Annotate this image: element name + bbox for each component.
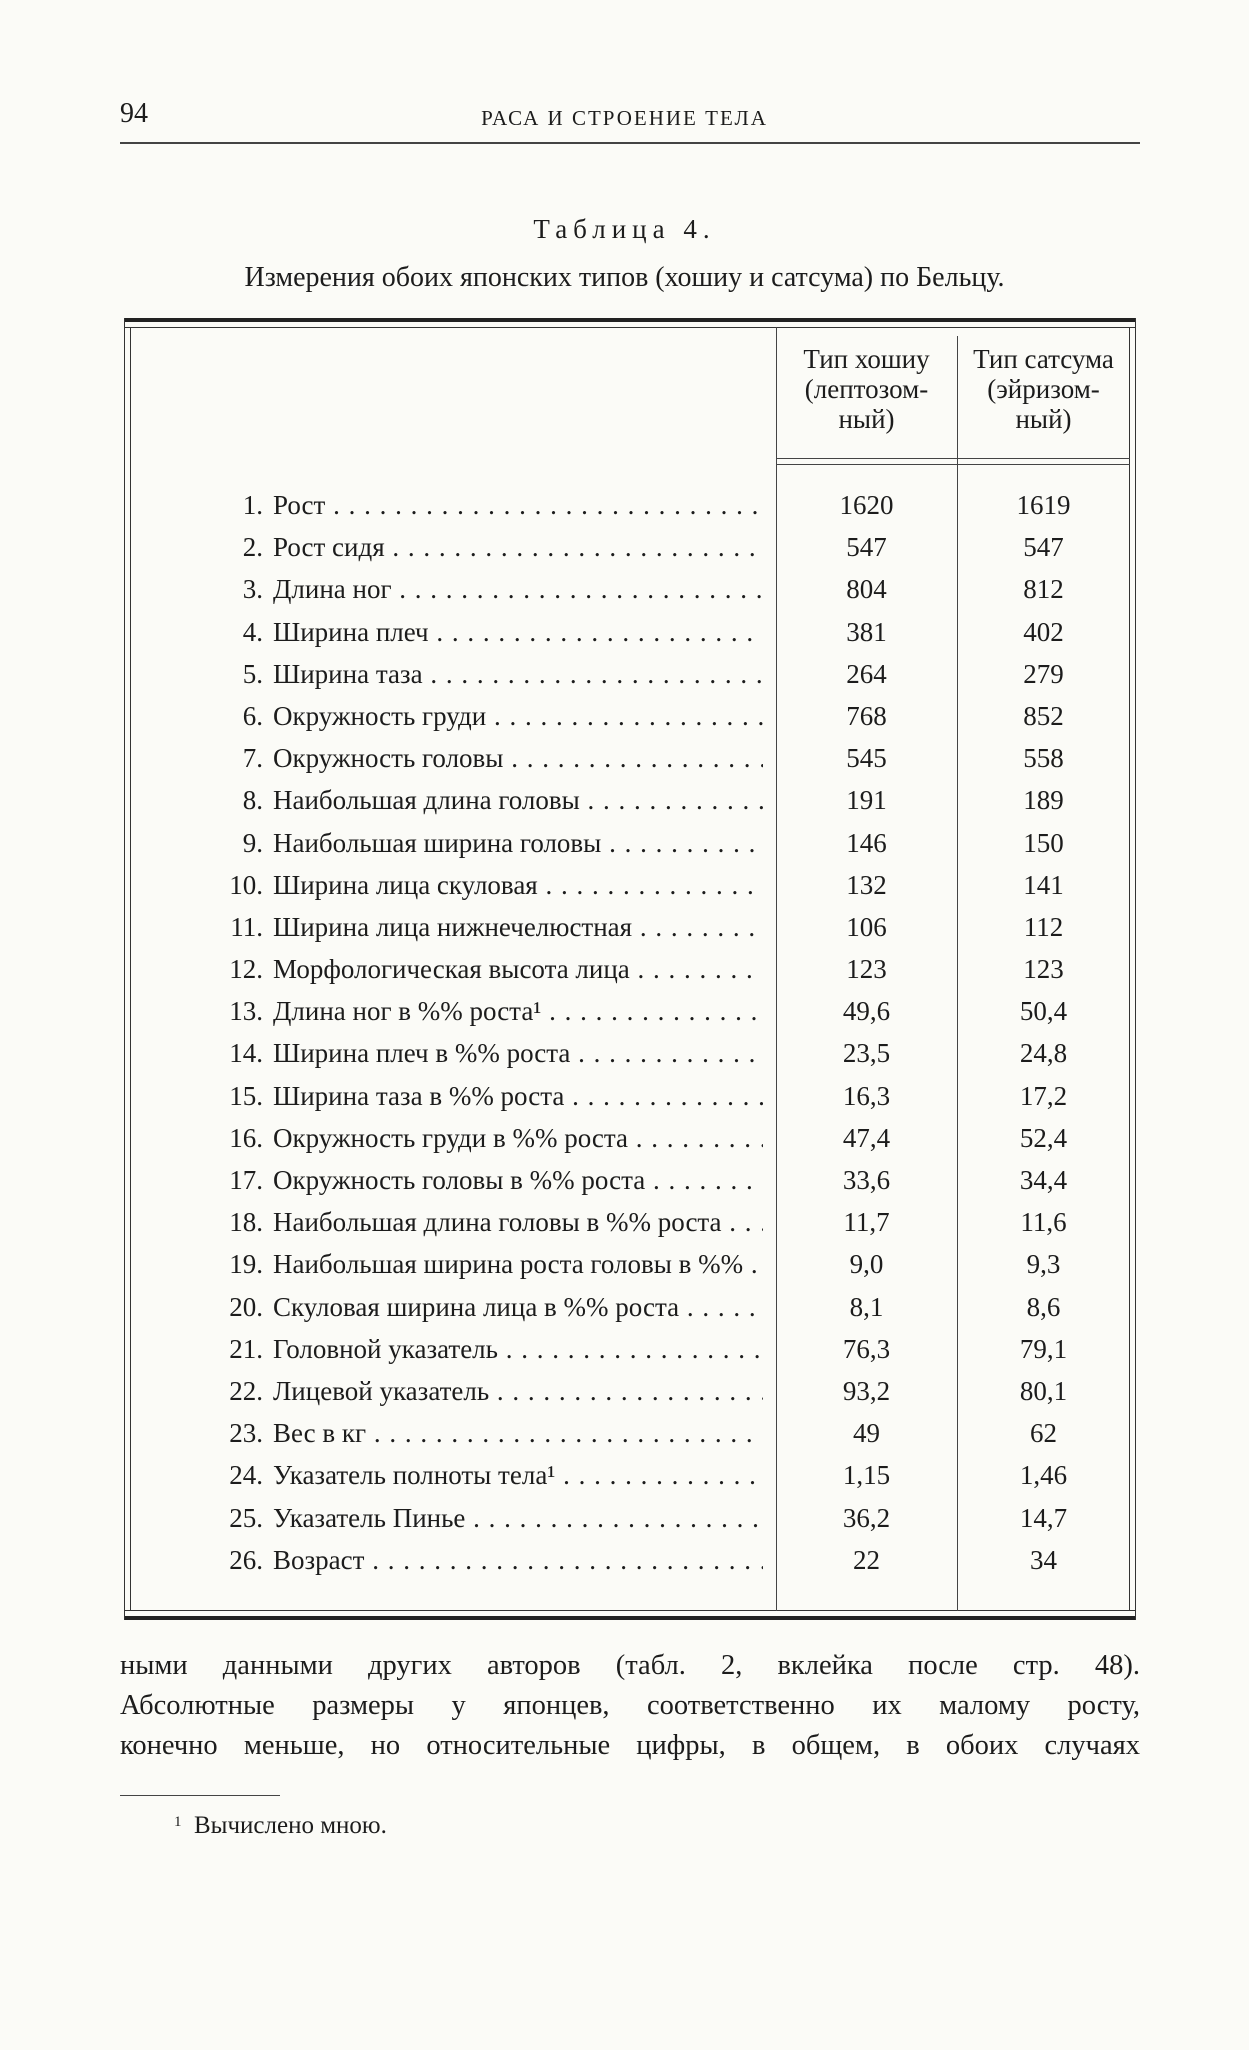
row-number: 7. — [242, 743, 263, 774]
value-hoshiu: 106 — [846, 911, 887, 942]
table-row — [124, 1032, 1136, 1074]
table-row — [124, 1412, 1136, 1454]
table-row — [124, 1159, 1136, 1201]
value-satsuma: 14,7 — [1019, 1502, 1068, 1533]
row-label: Скуловая ширина лица в %% роста . . . — [273, 1286, 763, 1328]
value-satsuma: 34 — [1030, 1544, 1057, 1575]
measurements-table — [124, 318, 1136, 1620]
table-row — [124, 1454, 1136, 1496]
row-label: Окружность головы в %% роста . . . — [273, 1159, 763, 1201]
row-number: 6. — [242, 700, 263, 731]
row-label: Наибольшая ширина роста головы в %% . . . — [273, 1243, 763, 1285]
column-header-line: (эйризом- — [987, 374, 1100, 404]
value-satsuma: 112 — [1023, 911, 1064, 942]
value-satsuma: 852 — [1023, 700, 1064, 731]
table-rule — [124, 1616, 1136, 1620]
row-label: Окружность головы . . . — [273, 737, 763, 779]
row-number: 4. — [242, 616, 263, 647]
value-satsuma: 141 — [1023, 869, 1064, 900]
value-hoshiu: 132 — [846, 869, 887, 900]
table-row — [124, 906, 1136, 948]
value-hoshiu: 804 — [846, 574, 887, 605]
table-row — [124, 1201, 1136, 1243]
value-hoshiu: 1,15 — [842, 1460, 891, 1491]
value-satsuma: 8,6 — [1026, 1291, 1061, 1322]
row-number: 17. — [229, 1165, 263, 1195]
value-hoshiu: 264 — [846, 658, 887, 689]
row-label: Ширина лица нижнечелюстная . . . — [273, 906, 763, 948]
column-header-line: ный) — [1015, 404, 1072, 434]
row-number: 14. — [229, 1038, 263, 1069]
row-label: Указатель Пинье . . . — [273, 1497, 763, 1539]
value-satsuma: 52,4 — [1019, 1122, 1068, 1153]
value-satsuma: 279 — [1023, 658, 1064, 689]
row-number: 25. — [229, 1502, 263, 1533]
row-number: 5. — [242, 658, 263, 689]
body-line: конечно меньше, но относительные цифры, в общем, в обоих случаях — [120, 1730, 1140, 1761]
value-satsuma: 50,4 — [1019, 996, 1068, 1027]
table-rule — [124, 318, 1136, 322]
row-number: 1. — [242, 490, 263, 520]
value-hoshiu: 123 — [846, 954, 887, 985]
table-body — [124, 484, 1136, 1581]
value-hoshiu: 22 — [853, 1544, 880, 1575]
row-label: Наибольшая ширина головы . . . — [273, 822, 763, 864]
row-number: 15. — [229, 1080, 263, 1111]
footnote-text: Вычислено мною. — [194, 1812, 387, 1839]
value-hoshiu: 93,2 — [842, 1375, 891, 1406]
column-header-satsuma — [957, 344, 1130, 434]
table-row — [124, 948, 1136, 990]
footnote-rule — [120, 1795, 280, 1796]
row-number: 22. — [229, 1375, 263, 1406]
row-label: Ширина таза . . . — [273, 653, 763, 695]
value-satsuma: 558 — [1023, 743, 1064, 774]
value-satsuma: 62 — [1030, 1418, 1057, 1449]
value-satsuma: 402 — [1023, 616, 1064, 647]
table-caption: Измерения обоих японских типов (хошиу и сатсума) по Бельцу. — [244, 262, 1005, 293]
row-label: Рост . . . — [273, 484, 763, 526]
value-hoshiu: 1620 — [839, 490, 894, 520]
row-number: 23. — [229, 1418, 263, 1449]
value-hoshiu: 547 — [846, 532, 887, 563]
column-header-hoshiu — [776, 344, 957, 434]
value-satsuma: 80,1 — [1019, 1375, 1068, 1406]
row-label: Ширина плеч в %% роста . . . — [273, 1032, 763, 1074]
value-hoshiu: 768 — [846, 700, 887, 731]
value-satsuma: 123 — [1023, 954, 1064, 985]
row-number: 21. — [229, 1333, 263, 1364]
row-label: Возраст . . . — [273, 1539, 763, 1581]
table-row — [124, 1075, 1136, 1117]
row-label: Длина ног в %% роста¹ . . . — [273, 990, 763, 1032]
header-rule — [776, 464, 1130, 465]
row-label: Головной указатель . . . — [273, 1328, 763, 1370]
table-row — [124, 779, 1136, 821]
row-label: Указатель полноты тела¹ . . . — [273, 1454, 763, 1496]
table-rule — [124, 1610, 1136, 1611]
row-label: Окружность груди . . . — [273, 695, 763, 737]
table-row — [124, 1328, 1136, 1370]
row-number: 16. — [229, 1122, 263, 1153]
table-row — [124, 990, 1136, 1032]
value-hoshiu: 11,7 — [843, 1207, 890, 1238]
body-paragraph — [120, 1646, 1140, 1766]
row-number: 2. — [242, 532, 263, 563]
value-hoshiu: 545 — [846, 743, 887, 774]
value-hoshiu: 146 — [846, 827, 887, 858]
table-row — [124, 695, 1136, 737]
row-label: Ширина лица скуловая . . . — [273, 864, 763, 906]
value-satsuma: 34,4 — [1019, 1165, 1068, 1195]
table-row — [124, 822, 1136, 864]
table-row — [124, 1243, 1136, 1285]
row-label: Лицевой указатель . . . — [273, 1370, 763, 1412]
row-number: 8. — [242, 785, 263, 816]
value-hoshiu: 9,0 — [849, 1249, 884, 1280]
row-label: Ширина таза в %% роста . . . — [273, 1075, 763, 1117]
table-row — [124, 1370, 1136, 1412]
value-satsuma: 1,46 — [1019, 1460, 1068, 1491]
row-number: 13. — [229, 996, 263, 1027]
value-satsuma: 150 — [1023, 827, 1064, 858]
row-number: 20. — [229, 1291, 263, 1322]
value-hoshiu: 191 — [846, 785, 887, 816]
row-label: Наибольшая длина головы в %% роста . . . — [273, 1201, 763, 1243]
row-label: Длина ног . . . — [273, 568, 763, 610]
row-number: 12. — [229, 954, 263, 985]
table-row — [124, 1117, 1136, 1159]
row-number: 9. — [242, 827, 263, 858]
row-number: 24. — [229, 1460, 263, 1491]
value-satsuma: 9,3 — [1026, 1249, 1061, 1280]
row-label: Наибольшая длина головы . . . — [273, 779, 763, 821]
column-header-line: ный) — [838, 404, 895, 434]
row-number: 10. — [229, 869, 263, 900]
body-line: ными данными других авторов (табл. 2, вклейка после стр. 48). — [120, 1650, 1140, 1681]
value-hoshiu: 16,3 — [842, 1080, 891, 1111]
header-rule — [120, 142, 1140, 144]
column-header-line: (лептозом- — [804, 374, 929, 404]
value-hoshiu: 33,6 — [842, 1165, 891, 1195]
value-hoshiu: 49 — [853, 1418, 880, 1449]
value-hoshiu: 49,6 — [842, 996, 891, 1027]
row-number: 3. — [242, 574, 263, 605]
value-satsuma: 1619 — [1016, 490, 1071, 520]
page-number: 94 — [120, 98, 148, 129]
value-satsuma: 11,6 — [1020, 1207, 1067, 1238]
row-number: 11. — [230, 911, 263, 942]
running-head: РАСА И СТРОЕНИЕ ТЕЛА — [481, 106, 768, 130]
value-hoshiu: 36,2 — [842, 1502, 891, 1533]
row-label: Вес в кг . . . — [273, 1412, 763, 1454]
table-row — [124, 653, 1136, 695]
value-satsuma: 547 — [1023, 532, 1064, 563]
table-row — [124, 1286, 1136, 1328]
value-hoshiu: 381 — [846, 616, 887, 647]
row-label: Рост сидя . . . — [273, 526, 763, 568]
table-row — [124, 1539, 1136, 1581]
value-hoshiu: 47,4 — [842, 1122, 891, 1153]
value-satsuma: 17,2 — [1019, 1080, 1068, 1111]
value-hoshiu: 76,3 — [842, 1333, 891, 1364]
row-number: 26. — [229, 1544, 263, 1575]
table-title: Таблица 4. — [533, 214, 716, 244]
footnote — [174, 1812, 387, 1840]
table-rule — [124, 327, 1136, 328]
value-satsuma: 79,1 — [1019, 1333, 1068, 1364]
column-header-line: Тип сатсума — [973, 344, 1114, 374]
body-line: Абсолютные размеры у японцев, соответственно их малому росту, — [120, 1690, 1140, 1721]
column-header-line: Тип хошиу — [803, 344, 930, 374]
row-number: 18. — [229, 1207, 263, 1238]
row-label: Окружность груди в %% роста . . . — [273, 1117, 763, 1159]
table-row — [124, 611, 1136, 653]
row-label: Морфологическая высота лица . . . — [273, 948, 763, 990]
value-satsuma: 189 — [1023, 785, 1064, 816]
value-satsuma: 812 — [1023, 574, 1064, 605]
table-row — [124, 568, 1136, 610]
row-label: Ширина плеч . . . — [273, 611, 763, 653]
value-satsuma: 24,8 — [1019, 1038, 1068, 1069]
table-row — [124, 484, 1136, 526]
header-rule — [776, 458, 1130, 459]
table-row — [124, 1497, 1136, 1539]
value-hoshiu: 23,5 — [842, 1038, 891, 1069]
table-row — [124, 737, 1136, 779]
footnote-mark: 1 — [174, 1814, 182, 1830]
value-hoshiu: 8,1 — [849, 1291, 884, 1322]
row-number: 19. — [229, 1249, 263, 1280]
table-row — [124, 864, 1136, 906]
table-row — [124, 526, 1136, 568]
